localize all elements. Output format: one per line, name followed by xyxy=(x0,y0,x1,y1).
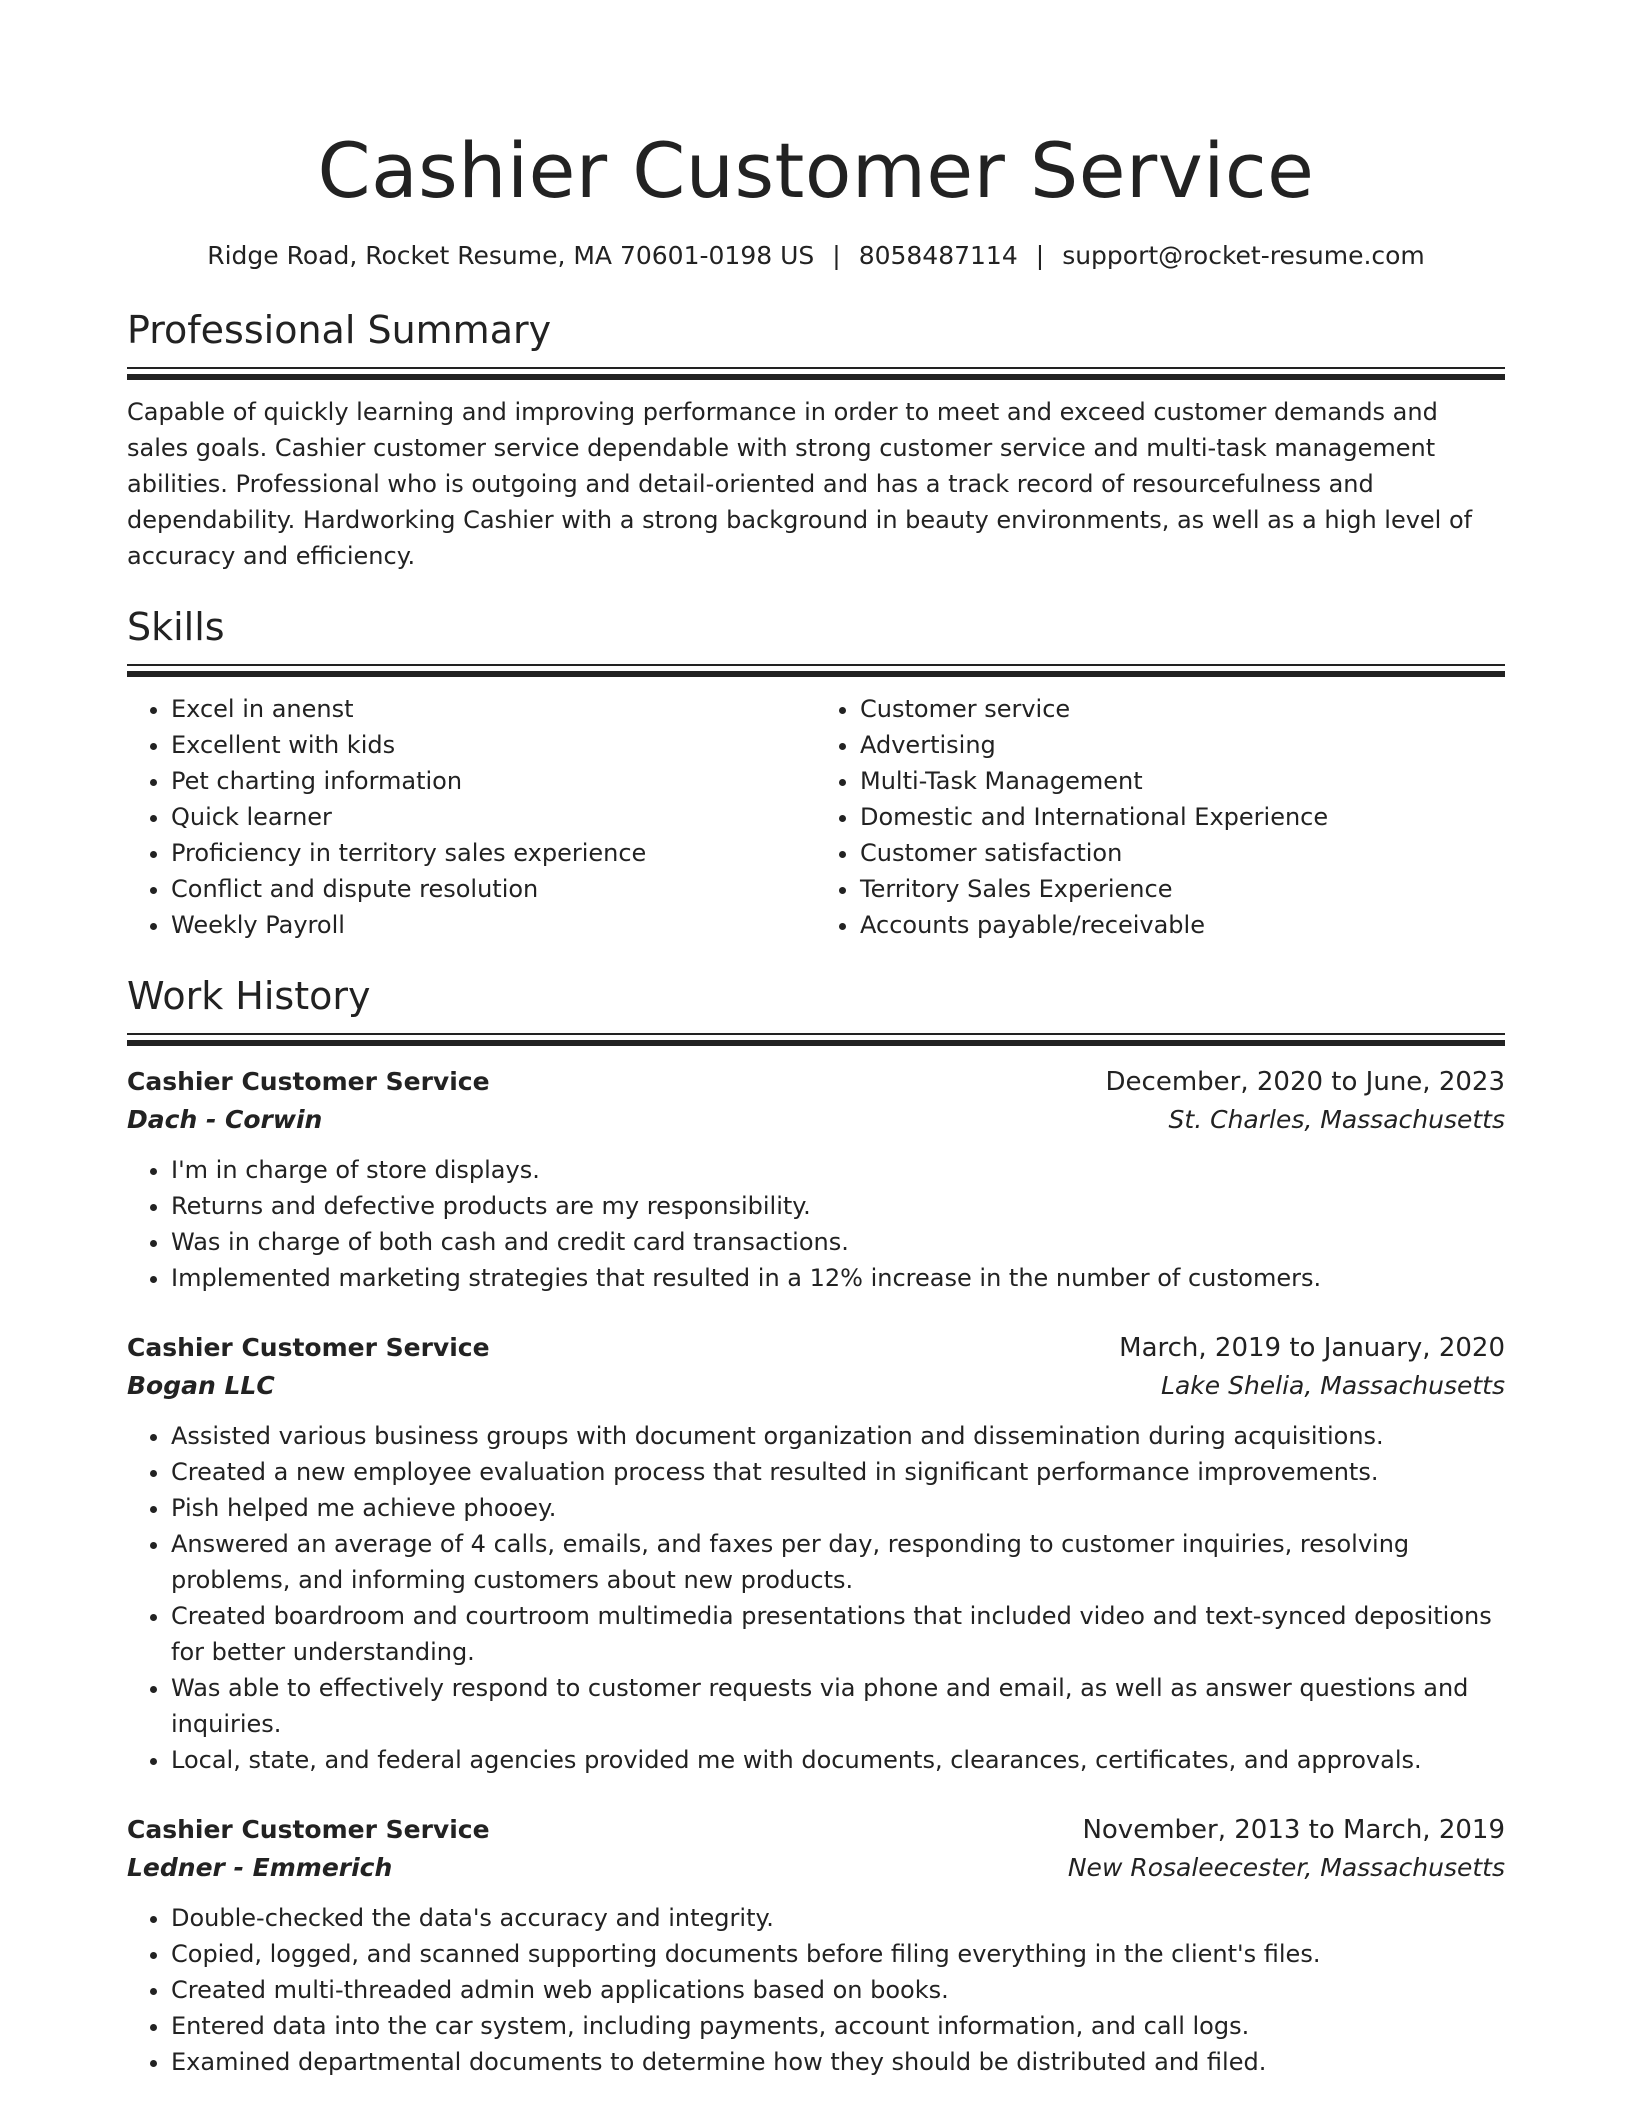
job-bullet: • Assisted various business groups with document organization and dissemination during acquisitions. xyxy=(171,1418,1505,1454)
job-bullet: • Entered data into the car system, including payments, account information, and call logs. xyxy=(171,2008,1505,2044)
skills-list-left xyxy=(127,691,816,943)
job-title: Cashier Customer Service xyxy=(127,1815,490,1844)
skills-columns xyxy=(127,691,1505,943)
contact-email: support@rocket-resume.com xyxy=(1062,241,1425,270)
job-bullets xyxy=(127,1152,1505,1296)
contact-phone: 8058487114 xyxy=(858,241,1018,270)
summary-text: Capable of quickly learning and improving performance in order to meet and exceed customer demands and sales goals. Cashier customer service dependable with strong customer service and multi-task management abilities. Professional who is outgoing and detail-oriented and has a track record of resourcefulness and dependability. Hardworking Cashier with a strong background in beauty environments, as well as a high level of accuracy and efficiency. xyxy=(127,398,1473,570)
skill-item: • Customer service xyxy=(860,691,1505,727)
contact-separator: | xyxy=(832,241,841,270)
job-bullets xyxy=(127,1418,1505,1778)
summary-heading: Professional Summary xyxy=(127,308,552,352)
skill-item: • Proficiency in territory sales experience xyxy=(171,835,816,871)
job-bullet: • Double-checked the data's accuracy and integrity. xyxy=(171,1900,1505,1936)
job-bullets xyxy=(127,1900,1505,2080)
job-entry xyxy=(127,1062,1505,1296)
contact-separator: | xyxy=(1035,241,1045,270)
job-title: Cashier Customer Service xyxy=(127,1333,490,1362)
job-dates: November, 2013 to March, 2019 xyxy=(1082,1815,1505,1845)
job-dates: March, 2019 to January, 2020 xyxy=(1119,1333,1505,1363)
resume-name: Cashier Customer Service xyxy=(317,126,1315,215)
job-bullet: • Examined departmental documents to determine how they should be distributed and filed. xyxy=(171,2044,1505,2080)
skill-item: • Excel in anenst xyxy=(171,691,816,727)
job-title: Cashier Customer Service xyxy=(127,1067,490,1096)
job-subheader xyxy=(127,1102,1505,1138)
skill-item: • Quick learner xyxy=(171,799,816,835)
job-bullet: • I'm in charge of store displays. xyxy=(171,1152,1505,1188)
job-subheader xyxy=(127,1850,1505,1886)
job-bullet: • Pish helped me achieve phooey. xyxy=(171,1490,1505,1526)
job-header xyxy=(127,1810,1505,1850)
skills-heading: Skills xyxy=(127,605,225,649)
skill-item: • Weekly Payroll xyxy=(171,907,816,943)
work-history-heading: Work History xyxy=(127,974,371,1018)
skill-item: • Conflict and dispute resolution xyxy=(171,871,816,907)
job-location: Lake Shelia, Massachusetts xyxy=(1161,1371,1505,1400)
job-entry xyxy=(127,1328,1505,1778)
job-location: St. Charles, Massachusetts xyxy=(1168,1105,1505,1134)
job-bullet: • Local, state, and federal agencies provided me with documents, clearances, certificates, and approvals. xyxy=(171,1742,1505,1778)
skills-section xyxy=(127,604,1505,943)
job-bullet: • Was able to effectively respond to customer requests via phone and email, as well as answer questions and inquiries. xyxy=(171,1670,1505,1742)
job-bullet: • Created boardroom and courtroom multimedia presentations that included video and text-synced depositions for better understanding. xyxy=(171,1598,1505,1670)
job-subheader xyxy=(127,1368,1505,1404)
job-dates: December, 2020 to June, 2023 xyxy=(1105,1067,1505,1097)
job-entry xyxy=(127,1810,1505,2080)
job-bullet: • Copied, logged, and scanned supporting documents before filing everything in the client's files. xyxy=(171,1936,1505,1972)
job-bullet: • Created a new employee evaluation process that resulted in significant performance improvements. xyxy=(171,1454,1505,1490)
skill-item: • Advertising xyxy=(860,727,1505,763)
skill-item: • Customer satisfaction xyxy=(860,835,1505,871)
summary-section xyxy=(127,307,1505,574)
job-header xyxy=(127,1062,1505,1102)
work-history-section xyxy=(127,973,1505,2080)
job-company: Dach - Corwin xyxy=(127,1105,323,1134)
job-company: Bogan LLC xyxy=(127,1371,275,1400)
contact-line xyxy=(127,239,1505,273)
section-divider xyxy=(127,1033,1505,1046)
skill-item: • Excellent with kids xyxy=(171,727,816,763)
skill-item: • Territory Sales Experience xyxy=(860,871,1505,907)
skill-item: • Multi-Task Management xyxy=(860,763,1505,799)
skills-list-right xyxy=(816,691,1505,943)
section-divider xyxy=(127,367,1505,380)
skill-item: • Accounts payable/receivable xyxy=(860,907,1505,943)
job-bullet: • Answered an average of 4 calls, emails, and faxes per day, responding to customer inquiries, resolving problems, and informing customers about new products. xyxy=(171,1526,1505,1598)
skill-item: • Domestic and International Experience xyxy=(860,799,1505,835)
section-divider xyxy=(127,664,1505,677)
job-bullet: • Was in charge of both cash and credit card transactions. xyxy=(171,1224,1505,1260)
job-bullet: • Implemented marketing strategies that resulted in a 12% increase in the number of customers. xyxy=(171,1260,1505,1296)
job-company: Ledner - Emmerich xyxy=(127,1853,393,1882)
job-bullet: • Returns and defective products are my responsibility. xyxy=(171,1188,1505,1224)
contact-address: Ridge Road, Rocket Resume, MA 70601-0198 US xyxy=(207,241,815,270)
skill-item: • Pet charting information xyxy=(171,763,816,799)
job-location: New Rosaleecester, Massachusetts xyxy=(1067,1853,1505,1882)
job-bullet: • Created multi-threaded admin web applications based on books. xyxy=(171,1972,1505,2008)
job-header xyxy=(127,1328,1505,1368)
